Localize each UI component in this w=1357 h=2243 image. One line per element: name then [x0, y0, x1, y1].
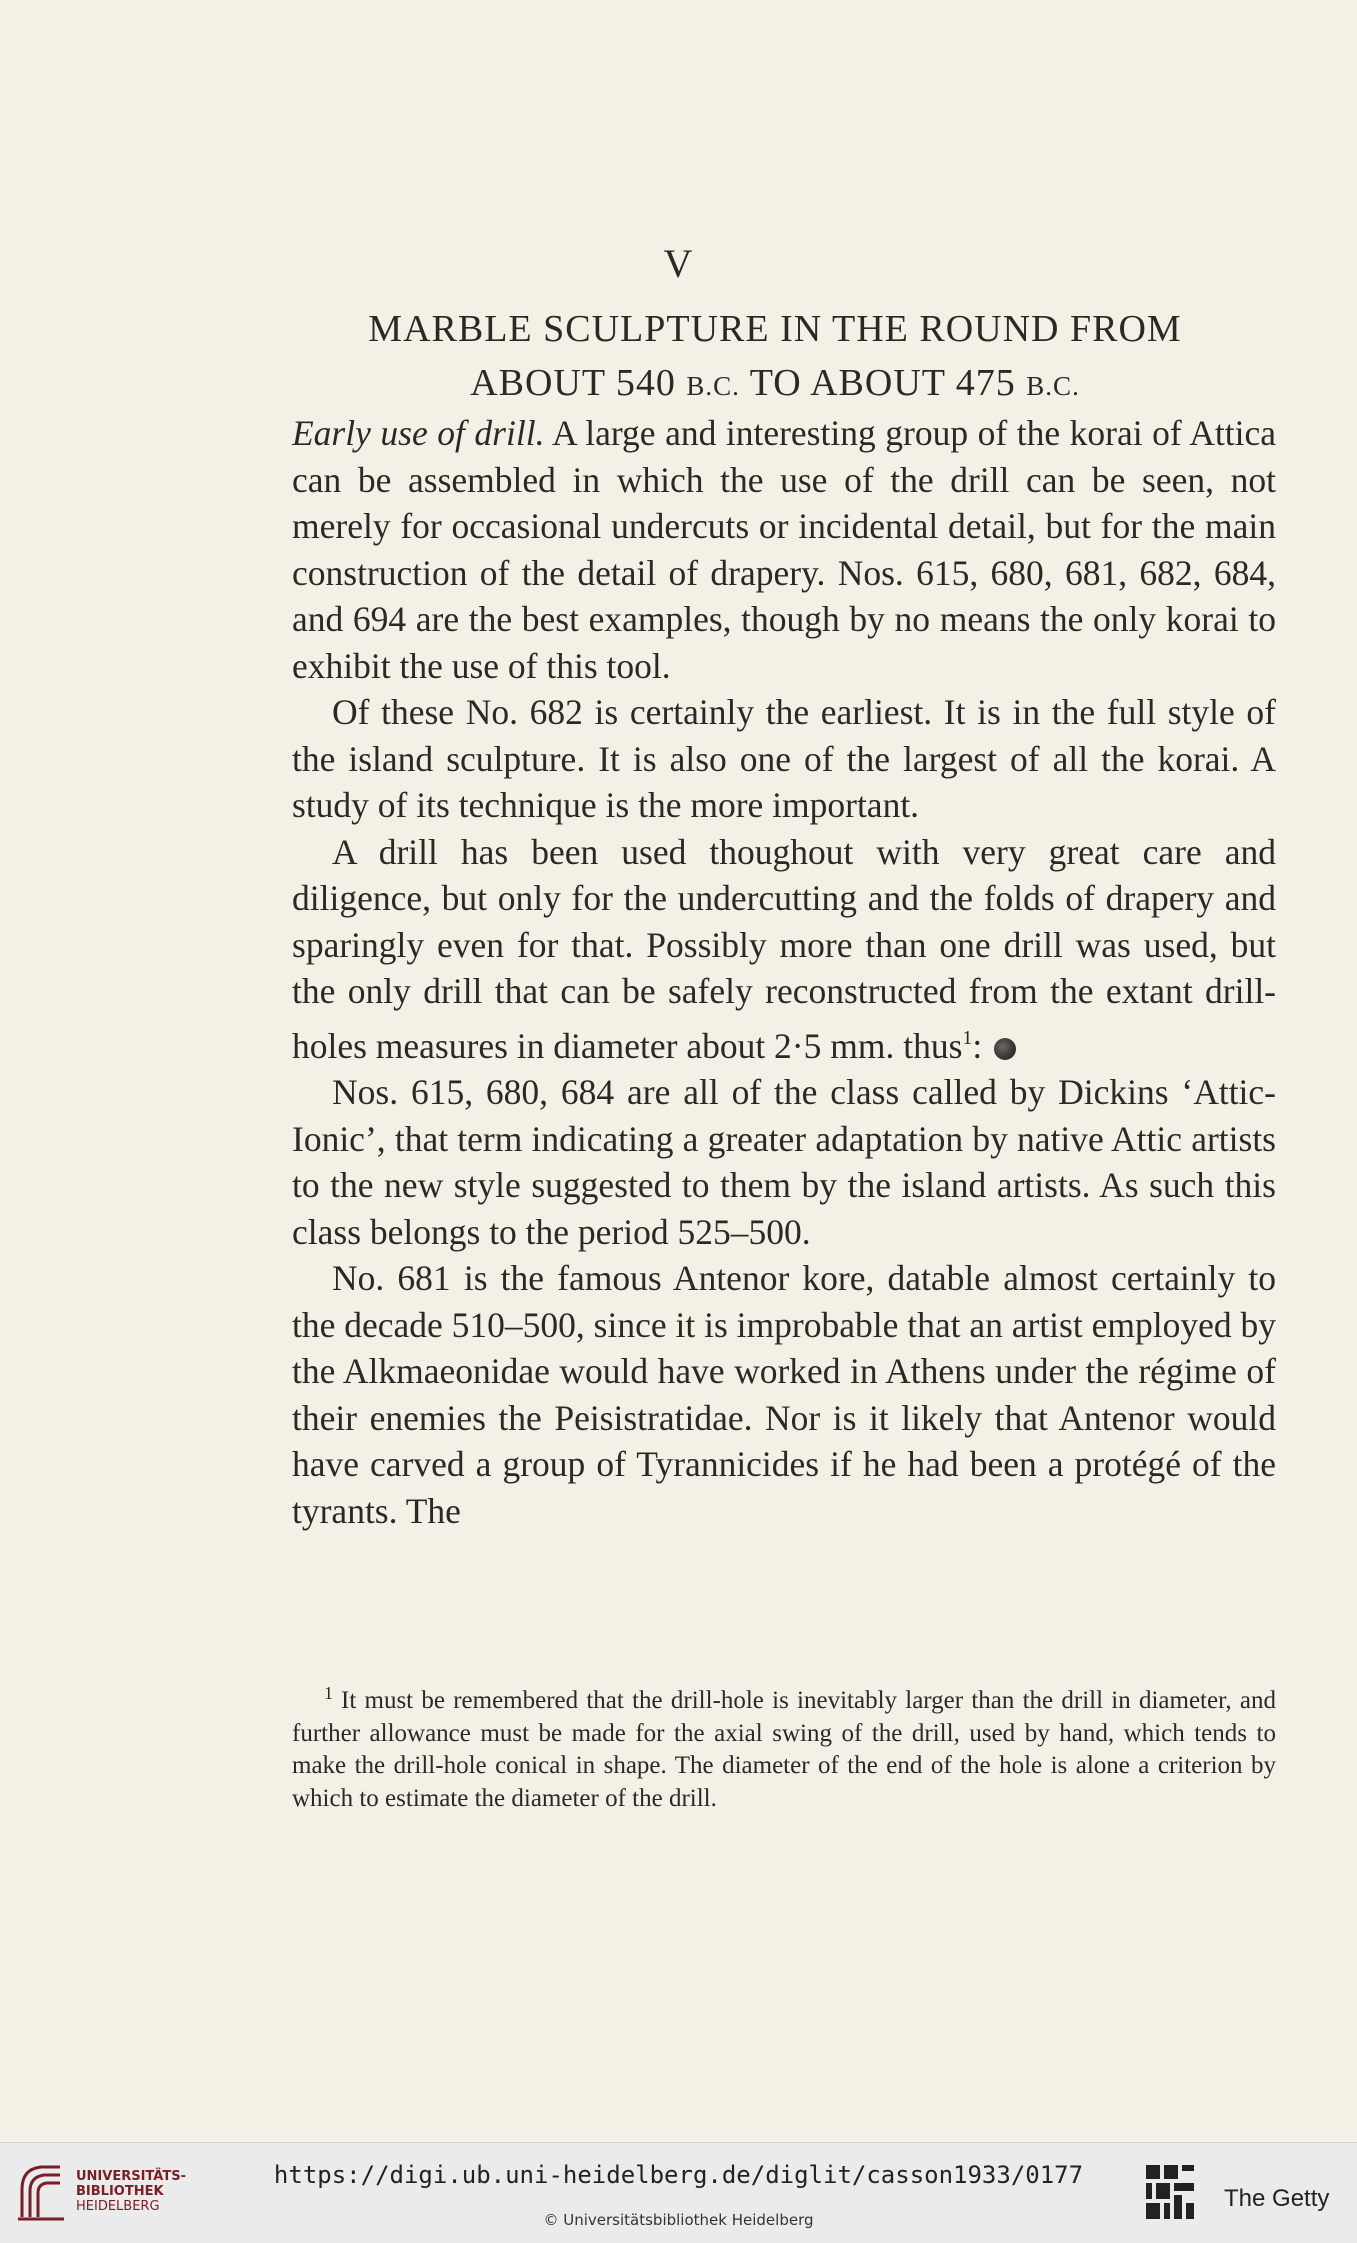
- paragraph-2: Of these No. 682 is certainly the earliest. It is in the full style of the island sculpture. It is also one of the largest of all the korai. A study of its technique is the more important.: [292, 692, 1276, 825]
- copyright-notice: © Universitätsbibliothek Heidelberg: [543, 2211, 814, 2229]
- title-era-2: B.C.: [1026, 371, 1080, 401]
- paragraph-1: [292, 410, 1276, 689]
- paragraph-1-text: A large and interesting group of the korai of Attica can be assembled in which the use of the drill can be seen, not merely for occasional undercuts or incidental detail, but for the main construction of the detail of drapery. Nos. 615, 680, 681, 682, 684, and 694 are the best examples, though by no means the only korai to exhibit the use of this tool.: [292, 413, 1276, 686]
- library-line-1: UNIVERSITÄTS-: [76, 2169, 186, 2184]
- footnote-number: 1: [324, 1683, 333, 1703]
- footnote-mark: 1: [962, 1026, 973, 1049]
- title-part-b: TO ABOUT 475: [739, 362, 1027, 404]
- chapter-title-line-1: MARBLE SCULPTURE IN THE ROUND FROM: [368, 308, 1182, 350]
- paragraph-3-colon: :: [972, 1025, 983, 1066]
- chapter-title: [280, 302, 1270, 413]
- library-line-2: BIBLIOTHEK: [76, 2184, 164, 2199]
- side-heading: Early use of drill.: [292, 413, 545, 453]
- paragraph-3: [292, 829, 1276, 1070]
- getty-label: The Getty: [1224, 2185, 1330, 2212]
- title-era-1: B.C.: [686, 371, 740, 401]
- viewer-footer: [0, 2142, 1357, 2243]
- title-part-a: ABOUT 540: [470, 362, 687, 404]
- drill-hole-dot-icon: [994, 1038, 1016, 1060]
- body-text: [292, 410, 1276, 1534]
- footnotes: [292, 1677, 1276, 1815]
- library-line-3: HEIDELBERG: [76, 2199, 160, 2214]
- footnote-text: It must be remembered that the drill-hole is inevitably larger than the drill in diameter, and further allowance must be made for the axial swing of the drill, used by hand, which tends to make the drill-hole conical in shape. The diameter of the end of the hole is alone a criterion by which to estimate the diameter of the drill.: [292, 1687, 1276, 1812]
- getty-logo-icon: [1142, 2161, 1198, 2227]
- chapter-title-line-2: [280, 356, 1270, 413]
- chapter-number: V: [663, 241, 694, 286]
- footnote-1: [292, 1677, 1276, 1815]
- paragraph-5: No. 681 is the famous Antenor kore, datable almost certainly to the decade 510–500, since it is improbable that an artist employed by the Alkmaeonidae would have worked in Athens under the régime of their enemies the Peisistratidae. Nor is it likely that Antenor would have carved a group of Tyrannicides if he had been a protégé of the tyrants. The: [292, 1258, 1276, 1531]
- paragraph-3-text: A drill has been used thoughout with very great care and diligence, but only for the undercutting and the folds of drapery and sparingly even for that. Possibly more than one drill was used, but the only drill that can be safely reconstructed from the extant drill-holes measures in diameter about 2·5 mm. thus: [292, 831, 1276, 1066]
- paragraph-4: Nos. 615, 680, 684 are all of the class called by Dickins ‘Attic-Ionic’, that term indicating a greater adaptation by native Attic artists to the new style suggested to them by the island artists. As such this class belongs to the period 525–500.: [292, 1072, 1276, 1252]
- permalink-url[interactable]: https://digi.ub.uni-heidelberg.de/diglit/casson1933/0177: [273, 2161, 1084, 2189]
